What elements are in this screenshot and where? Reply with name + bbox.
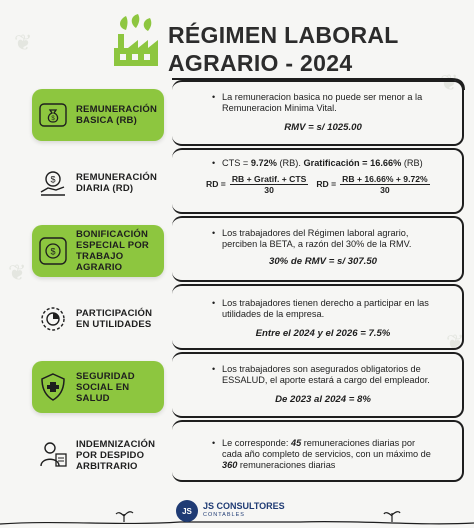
category-label: REMUNERACIÓN DIARIA (RD) <box>76 172 158 194</box>
section-utilidades <box>0 288 474 350</box>
rd-label: RD = <box>206 179 226 189</box>
section-formula: 30% de RMV = s/ 307.50 <box>269 256 377 267</box>
section-formula: Entre el 2024 y el 2026 = 7.5% <box>255 328 391 339</box>
section-indemnizacion <box>0 424 474 486</box>
bullet-icon: • <box>212 158 216 168</box>
page-title-line2: AGRARIO - 2024 <box>168 50 353 76</box>
fraction-denominator: 30 <box>380 185 390 195</box>
bullet-icon: • <box>212 228 216 238</box>
section-bonificacion <box>0 220 474 282</box>
section-text: Los trabajadores del Régimen laboral agrario, perciben la BETA, a razón del 30% de la RMV. <box>222 228 412 249</box>
section-formula: RMV = s/ 1025.00 <box>284 122 362 133</box>
brand-logo <box>176 498 286 524</box>
fraction-numerator: RB + 16.66% + 9.72% <box>342 174 428 184</box>
logo-mark: JS <box>176 500 198 522</box>
section-content <box>212 228 434 267</box>
section-content <box>212 92 434 133</box>
section-text: La remuneracion basica no puede ser menor a la Remuneracion Minima Vital. <box>222 92 423 113</box>
section-content <box>206 158 448 195</box>
leaf-icon: ❦ <box>14 30 33 55</box>
bullet-icon: • <box>212 438 216 448</box>
svg-text:$: $ <box>50 246 56 257</box>
category-card <box>32 225 164 277</box>
section-remuneracion-basica <box>0 84 474 146</box>
bullet-icon: • <box>212 298 216 308</box>
fraction-1 <box>230 174 309 195</box>
section-text <box>222 438 434 471</box>
section-content <box>212 364 434 405</box>
fraction-2 <box>340 174 430 195</box>
count-360: 360 <box>222 460 238 470</box>
money-bag-icon <box>38 100 68 130</box>
category-card <box>32 157 164 209</box>
text-part: remuneraciones diarias <box>237 460 336 470</box>
dismissal-icon <box>38 440 68 470</box>
fraction-numerator: RB + Gratif. + CTS <box>231 174 307 184</box>
leaf-icon: ❦ <box>446 330 465 355</box>
coin-hand-icon <box>38 168 68 198</box>
cts-label: CTS = <box>222 158 251 168</box>
leaf-icon: ❦ <box>440 70 459 95</box>
text-part: remuneraciones diarias por cada año completo de servicios, con un máximo de <box>222 438 431 459</box>
brand-name: JS CONSULTORES <box>203 501 285 511</box>
bullet-icon: • <box>212 92 216 102</box>
section-text: Los trabajadores tienen derecho a participar en las utilidades de la empresa. <box>222 298 429 319</box>
category-card <box>32 293 164 345</box>
section-remuneracion-diaria <box>0 152 474 214</box>
section-text: Los trabajadores son asegurados obligatorios de ESSALUD, el aporte estará a cargo del empleador. <box>222 364 430 385</box>
cts-rate: 9.72% <box>250 158 277 168</box>
gratificacion-base: (RB) <box>401 158 423 168</box>
coins-icon <box>38 236 68 266</box>
bullet-icon: • <box>212 364 216 374</box>
category-label: PARTICIPACIÓN EN UTILIDADES <box>76 308 153 330</box>
rd-label: RD = <box>316 179 337 189</box>
text-part: Le corresponde: <box>222 438 291 448</box>
category-card <box>32 89 164 141</box>
pie-chart-icon <box>38 304 68 334</box>
category-label: BONIFICACIÓN ESPECIAL POR TRABAJO AGRARIO <box>76 229 149 273</box>
page-title-line1: RÉGIMEN LABORAL <box>168 22 399 48</box>
category-label: SEGURIDAD SOCIAL EN SALUD <box>76 370 135 404</box>
category-card <box>32 361 164 413</box>
brand-subtitle: CONTABLES <box>203 512 245 518</box>
count-45: 45 <box>290 438 302 448</box>
category-label: REMUNERACIÓN BASICA (RB) <box>76 104 158 126</box>
category-label: INDEMNIZACIÓN POR DESPIDO ARBITRARIO <box>76 438 156 472</box>
section-content <box>212 438 434 471</box>
gratificacion-rate: Gratificación = 16.66% <box>303 158 402 168</box>
section-formula: De 2023 al 2024 = 8% <box>275 394 371 405</box>
fraction-denominator: 30 <box>264 185 274 195</box>
section-seguridad-social <box>0 356 474 418</box>
svg-text:$: $ <box>51 116 55 122</box>
category-card <box>32 429 164 481</box>
svg-text:$: $ <box>50 174 56 185</box>
section-content <box>212 298 434 339</box>
leaf-icon: ❦ <box>8 260 27 285</box>
shield-icon <box>38 372 68 402</box>
cts-base: (RB). <box>276 158 304 168</box>
